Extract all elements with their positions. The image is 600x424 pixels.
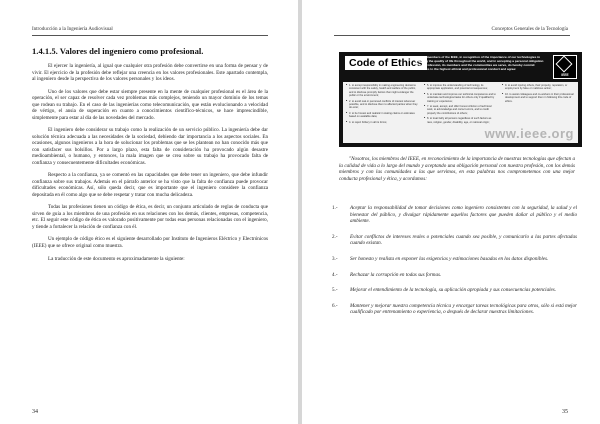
- list-item: [332, 256, 577, 263]
- ieee-code-of-ethics-poster: [339, 52, 582, 147]
- poster-column: [502, 84, 575, 105]
- page-number-right: 35: [562, 409, 568, 415]
- list-item: [332, 303, 577, 316]
- right-page: [302, 0, 600, 424]
- running-header-left: Introducción a la Ingeniería Audiovisual: [32, 27, 113, 32]
- item-text: Aceptar la responsabilidad de tomar decisiones como ingeniero consistentes con la seguridad, la salud y el bienestar del público, y divulgar rápidamente aquellos factores que pueden dañar al público y el medio ambiente.: [350, 205, 577, 225]
- list-item: [332, 205, 577, 225]
- item-number: 3.-: [332, 255, 338, 262]
- poster-title: Code of Ethics: [345, 56, 427, 70]
- page-number-left: 34: [32, 409, 38, 415]
- poster-item: ■ 2. to avoid real or perceived conflicts of interest whenever possible, and to disclose them to affected parties when they do exist;: [346, 100, 419, 110]
- poster-item: ■ 9. to avoid injuring others, their property, reputation, or employment by false or malicious action;: [502, 84, 575, 91]
- item-number: 2.-: [332, 233, 338, 240]
- poster-item: ■ 6. to maintain and improve our technical competence and to undertake technological tasks for others only if qualified by training or experience;: [424, 93, 497, 103]
- item-text: Ser honesto y realista en exponer las exigencias y estimaciones basadas en los datos disponibles.: [350, 255, 549, 262]
- poster-body: [343, 82, 578, 143]
- list-item: [332, 287, 577, 294]
- paragraph: La traducción de este documento es aproximadamente la siguiente:: [48, 255, 185, 262]
- poster-item: ■ 4. to reject bribery in all its forms;: [346, 121, 419, 124]
- poster-item: ■ 7. to seek, accept, and offer honest criticism of technical work, to acknowledge and correct errors, and to credit properly the contributions of others;: [424, 105, 497, 115]
- logo-text: IEEE: [561, 73, 569, 77]
- section-title: 1.4.1.5. Valores del ingeniero como profesional.: [32, 46, 204, 56]
- poster-intro: We, the members of the IEEE, in recognition of the importance of our technologies in affecting the quality of life throughout the world, and in accepting a personal obligation to our profession, its members and the communities we serve, do hereby commit ourselves to the highest ethical and professional conduct and agree:: [415, 55, 544, 71]
- item-number: 1.-: [332, 205, 338, 211]
- paragraph: Uno de los valores que debe estar siempre presente en la mente de cualquier profesional es el área de la operación, el ser capaz de resolver cada vez problemas más complejos, teniendo un mayor dominio de los temas que rodean su trabajo. En el caso de las ingenierías como telecomunicación, que están evolucionando a velocidad de vértigo, el ansia de superación en cuanto a conocimientos científico-técnicos, se hace imprescindible, simplemente para estar al día de las novedades del mercado.: [32, 88, 268, 121]
- ieee-logo-icon: [553, 55, 577, 79]
- item-number: 4.-: [332, 271, 338, 278]
- header-rule: [334, 35, 570, 36]
- poster-item: ■ 8. to treat fairly all persons regardless of such factors as race, religion, gender, disability, age, or national origin;: [424, 117, 497, 124]
- ethics-list: [332, 205, 577, 325]
- poster-item: ■ 10. to assist colleagues and co-workers in their professional development and to support them in following this code of ethics.: [502, 93, 575, 103]
- item-number: 6.-: [332, 302, 338, 309]
- poster-item: ■ 3. to be honest and realistic in stating claims or estimates based on available data;: [346, 112, 419, 119]
- paragraph: El ingeniero debe considerar su trabajo como la realización de un servicio público. La ingeniería debe dar solución técnica adecuada a las necesidades de la sociedad, debiendo dar importancia a los aspectos sociales. En ocasiones, algunos ingenieros a la hora de solucionar los problemas que se les plantean no han conocido más que con satisfacer sus bolsillos. Por a largo plazo, esta falta de consideración ha provocado algún desastre medioambiental, o humano, y entonces, la mala imagen que se crea sobre su trabajo ha provocado falta de confianza y consecuentemente dificultades económicas.: [32, 127, 268, 166]
- item-text: Mejorar el entendimiento de la tecnología, su aplicación apropiada y sus consecuencias potenciales.: [350, 287, 557, 294]
- item-text: Mantener y mejorar nuestra competencia técnica y encargar tareas tecnológicas para otros, sólo si está mejor cualificado por entrenamiento o experiencia, o después de declarar nuestras limitaciones.: [350, 302, 577, 316]
- body-text: [32, 63, 268, 268]
- poster-item: ■ 5. to improve the understanding of technology, its appropriate application, and potential consequences;: [424, 84, 497, 91]
- list-item: [332, 272, 577, 279]
- paragraph: El ejercer la ingeniería, al igual que cualquier otra profesión debe convertirse en una forma de pensar y de vivir. El ejercicio de la profesión debe reflejar una creencia en los valores profesionales. Este apartado contempla, al ingeniero desde la perspectiva de los valores personales y los ideos.: [32, 63, 268, 82]
- poster-column: [424, 84, 497, 126]
- translation-intro: "Nosotros, los miembros del IEEE, en reconocimiento de la importancia de nuestras tecnologías que afectan a la calidad de vida a lo largo del mundo y aceptando una obligación personal con nuestra profesión, con los demás miembros y con las comunidades a las que servimos, en esta palabras nos comprometemos con una mejor conducta profesional y ética, y acordamos:: [339, 156, 575, 183]
- paragraph: Todas las profesiones tienen un código de ética, es decir, un conjunto articulado de reglas de conducta que sirven de guía a los miembros de una profesión en sus relaciones con los demás, clientes, empresas, competencia, etc. El seguir este código de ética es valorado positivamente por todas esas personas relacionadas con el ingeniero, y tiende a fortalecer la relación de confianza con él.: [32, 204, 268, 230]
- list-item: [332, 234, 577, 247]
- poster-url: www.ieee.org: [484, 126, 574, 141]
- item-number: 5.-: [332, 287, 338, 294]
- poster-column: [346, 84, 419, 126]
- poster-item: ■ 1. to accept responsibility in making engineering decisions consistent with the safety, health and welfare of the public, and to disclose promptly factors that might endanger the public or the environment;: [346, 84, 419, 98]
- left-page: [0, 0, 298, 424]
- paragraph: Respecto a la confianza, ya se comentó en las capacidades que debe tener un ingeniero, que debe infundir confianza sobre sus trabajos. Además en el párrafo anterior se ha visto que la falta de confianza puede provocar dificultades económicas. Así, sólo queda decir, que es importante que el ingeniero considere la confianza depositada en él como algo que se debe respetar y tratar con mucha delicadeza.: [32, 172, 268, 198]
- logo-diamond-shape: [556, 56, 573, 73]
- header-rule: [32, 35, 268, 36]
- item-text: Rechazar la corrupción en todas sus formas.: [350, 271, 442, 278]
- item-text: Evitar conflictos de intereses reales o potenciales cuando sea posible, y comunicarlo a las partes afectadas cuando existan.: [350, 233, 577, 247]
- paragraph: Un ejemplo de código ético es el siguiente desarrollado por Instituto de Ingenieros Eléctrico y Electrónicos (IEEE) que se ofrece original como muestra.: [32, 236, 268, 249]
- running-header-right: Conceptos Generales de la Tecnología: [491, 27, 568, 32]
